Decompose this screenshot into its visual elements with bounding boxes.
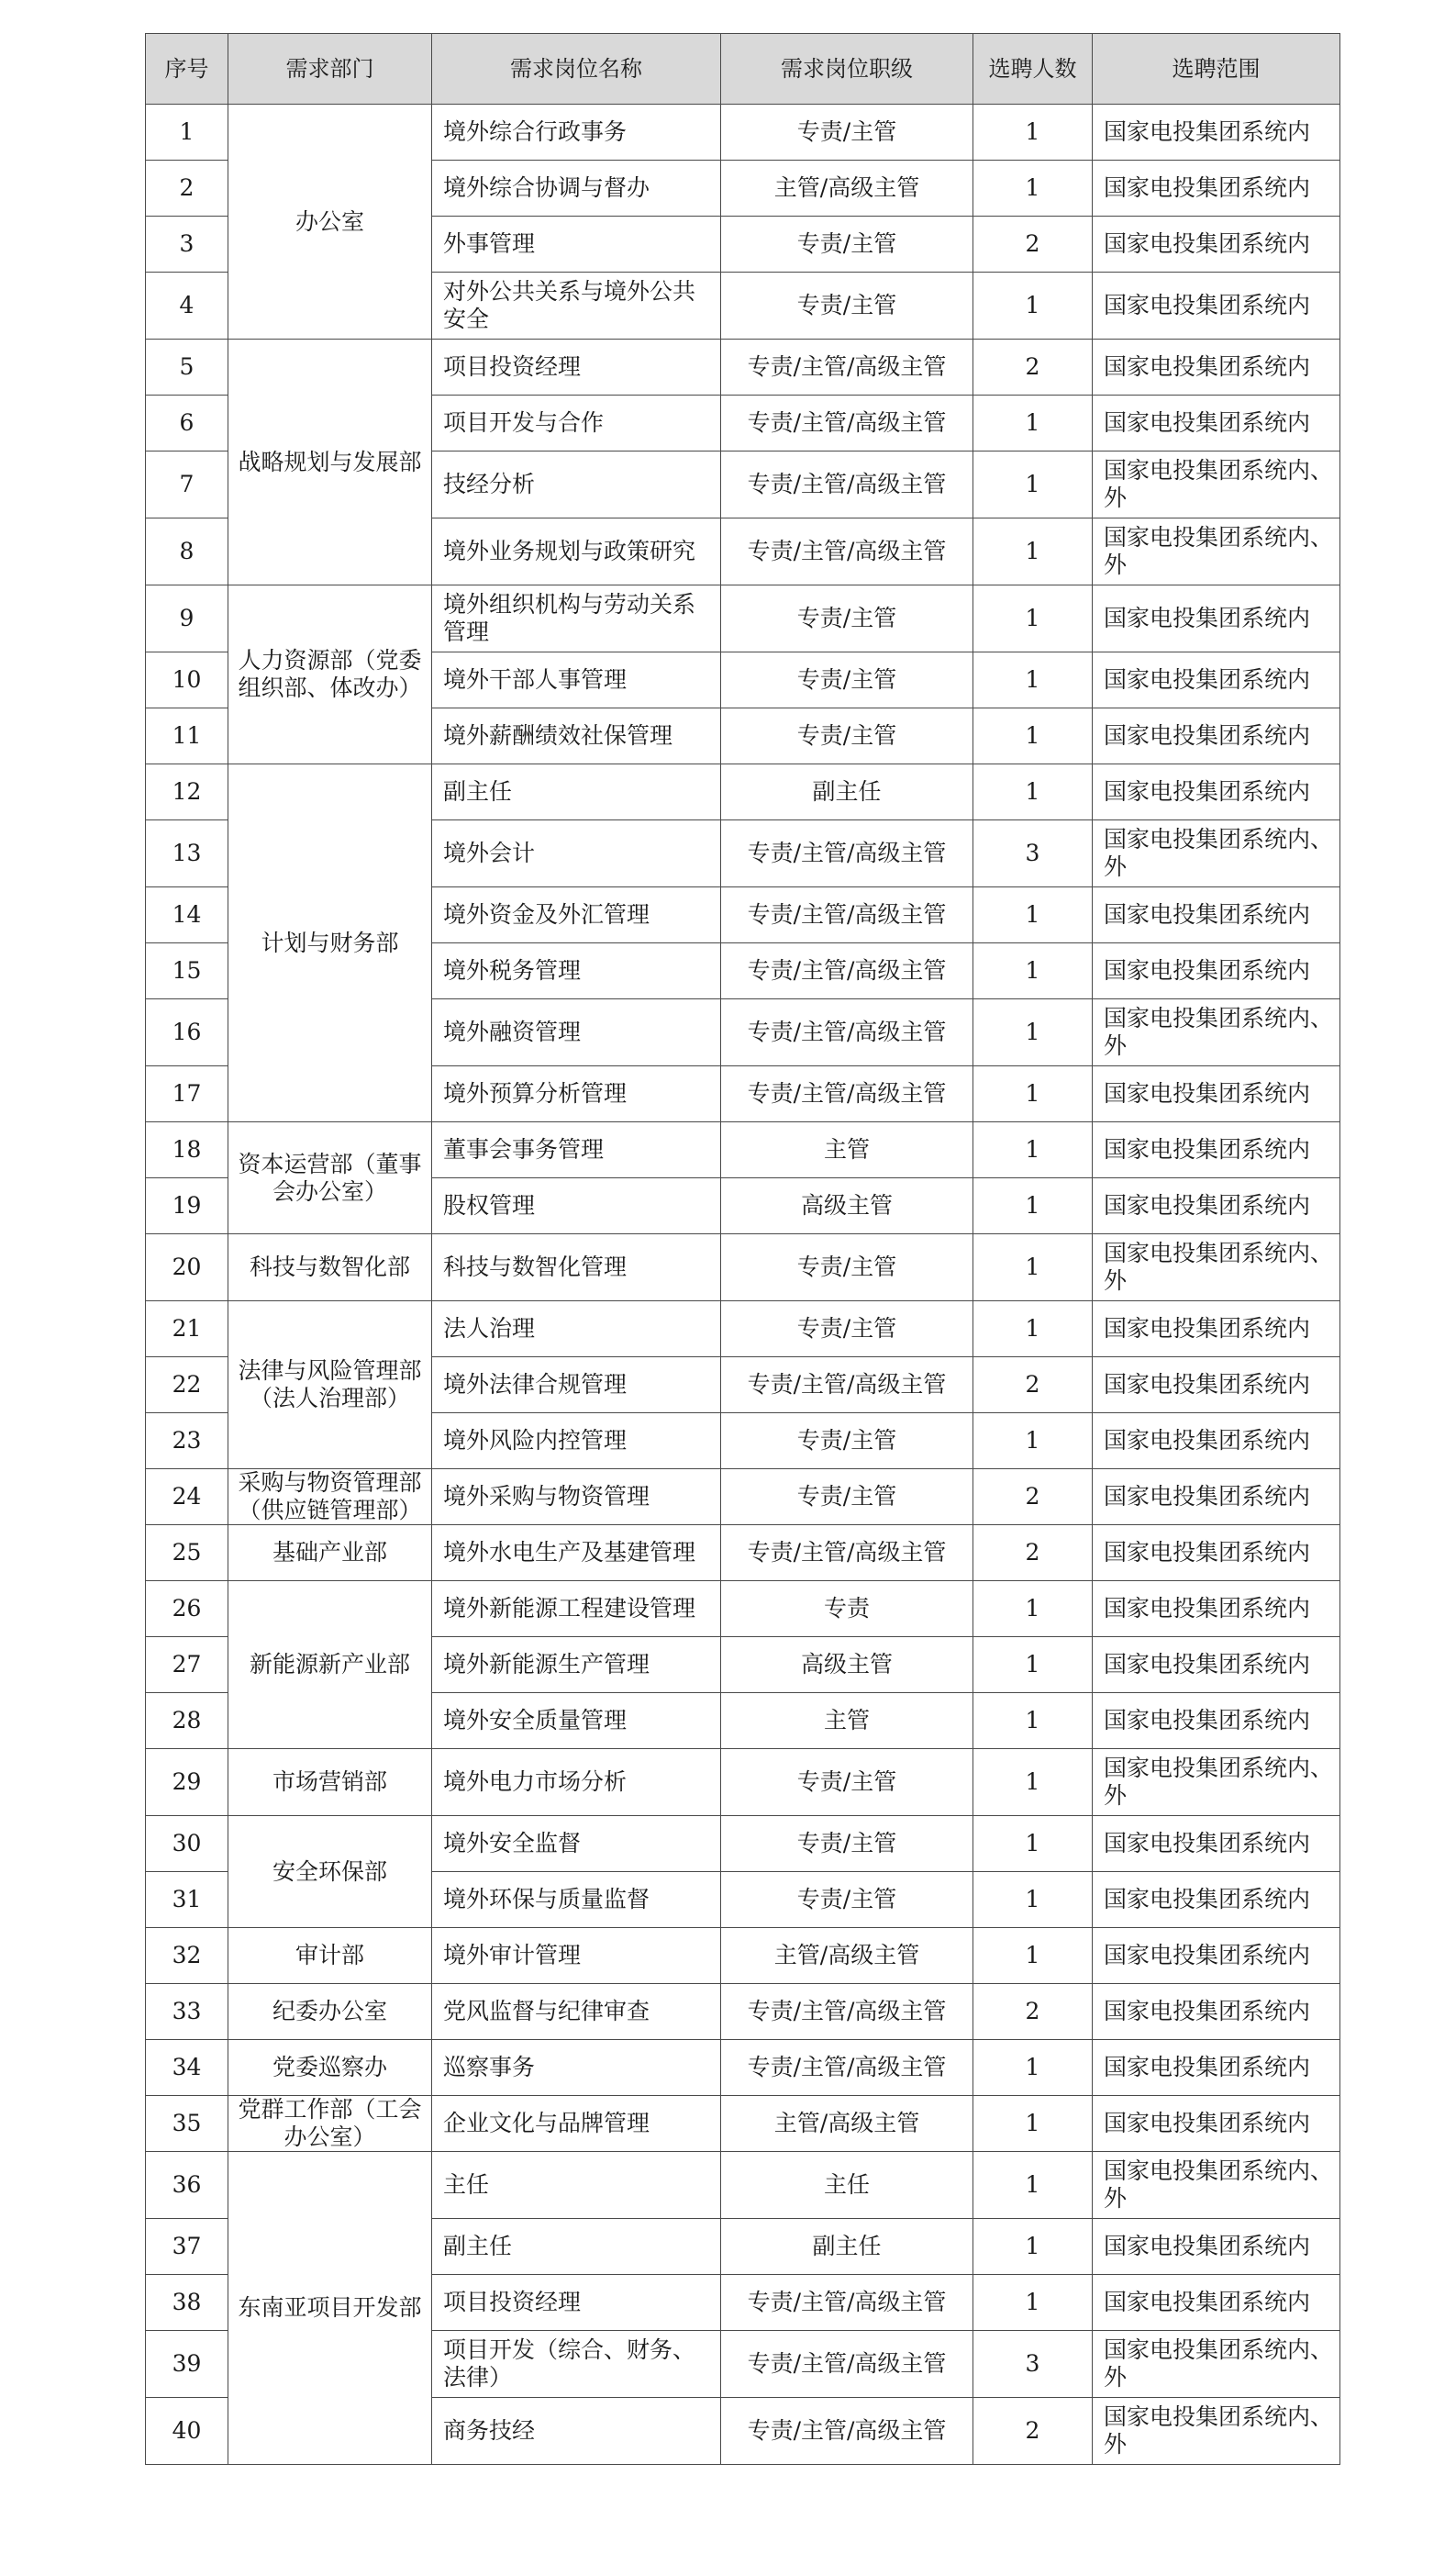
row-number: 33 (146, 1984, 228, 2040)
position-level: 专责/主管/高级主管 (721, 2331, 973, 2398)
row-number: 34 (146, 2040, 228, 2096)
hire-scope: 国家电投集团系统内 (1093, 1525, 1340, 1581)
department-cell: 科技与数智化部 (228, 1234, 432, 1301)
hire-scope: 国家电投集团系统内 (1093, 1581, 1340, 1637)
position-name: 境外税务管理 (432, 943, 721, 999)
position-name: 副主任 (432, 2219, 721, 2275)
position-level: 专责/主管 (721, 273, 973, 340)
position-name: 境外资金及外汇管理 (432, 887, 721, 943)
position-level: 专责/主管/高级主管 (721, 1066, 973, 1122)
hire-count: 2 (973, 1469, 1093, 1525)
position-name: 境外新能源工程建设管理 (432, 1581, 721, 1637)
row-number: 38 (146, 2275, 228, 2331)
position-level: 专责/主管 (721, 1872, 973, 1928)
position-level: 专责/主管/高级主管 (721, 518, 973, 585)
row-number: 17 (146, 1066, 228, 1122)
department-cell: 人力资源部（党委组织部、体改办） (228, 585, 432, 764)
table-row (146, 2152, 1340, 2219)
row-number: 26 (146, 1581, 228, 1637)
table-row (146, 585, 1340, 652)
table-row (146, 1749, 1340, 1816)
table-row (146, 764, 1340, 820)
department-cell: 计划与财务部 (228, 764, 432, 1122)
department-cell: 市场营销部 (228, 1749, 432, 1816)
position-level: 专责/主管/高级主管 (721, 340, 973, 396)
position-level: 专责/主管 (721, 652, 973, 708)
hire-count: 2 (973, 2398, 1093, 2465)
hire-count: 1 (973, 273, 1093, 340)
hire-scope: 国家电投集团系统内 (1093, 1928, 1340, 1984)
row-number: 9 (146, 585, 228, 652)
row-number: 2 (146, 161, 228, 217)
position-name: 境外法律合规管理 (432, 1357, 721, 1413)
row-number: 22 (146, 1357, 228, 1413)
header-dept: 需求部门 (228, 34, 432, 105)
row-number: 31 (146, 1872, 228, 1928)
hire-count: 2 (973, 1525, 1093, 1581)
row-number: 10 (146, 652, 228, 708)
hire-scope: 国家电投集团系统内 (1093, 1816, 1340, 1872)
position-level: 副主任 (721, 764, 973, 820)
hire-count: 1 (973, 2219, 1093, 2275)
hire-count: 1 (973, 518, 1093, 585)
position-level: 专责/主管 (721, 1749, 973, 1816)
table-row (146, 340, 1340, 396)
hire-count: 1 (973, 1122, 1093, 1178)
row-number: 19 (146, 1178, 228, 1234)
position-name: 境外会计 (432, 820, 721, 887)
position-level: 专责/主管 (721, 105, 973, 161)
department-cell: 党群工作部（工会办公室） (228, 2096, 432, 2152)
position-name: 境外干部人事管理 (432, 652, 721, 708)
position-name: 境外水电生产及基建管理 (432, 1525, 721, 1581)
hire-scope: 国家电投集团系统内、外 (1093, 518, 1340, 585)
position-level: 专责/主管/高级主管 (721, 2040, 973, 2096)
position-level: 主任 (721, 2152, 973, 2219)
position-level: 主管/高级主管 (721, 1928, 973, 1984)
row-number: 18 (146, 1122, 228, 1178)
row-number: 27 (146, 1637, 228, 1693)
department-cell: 资本运营部（董事会办公室） (228, 1122, 432, 1234)
hire-scope: 国家电投集团系统内 (1093, 2275, 1340, 2331)
header-level: 需求岗位职级 (721, 34, 973, 105)
position-name: 副主任 (432, 764, 721, 820)
hire-scope: 国家电投集团系统内 (1093, 1872, 1340, 1928)
hire-count: 1 (973, 2275, 1093, 2331)
table-row (146, 1816, 1340, 1872)
hire-scope: 国家电投集团系统内 (1093, 161, 1340, 217)
hire-scope: 国家电投集团系统内 (1093, 708, 1340, 764)
position-name: 项目开发（综合、财务、法律） (432, 2331, 721, 2398)
hire-count: 1 (973, 1301, 1093, 1357)
position-level: 专责/主管/高级主管 (721, 887, 973, 943)
hire-scope: 国家电投集团系统内 (1093, 943, 1340, 999)
department-cell: 纪委办公室 (228, 1984, 432, 2040)
hire-scope: 国家电投集团系统内、外 (1093, 2331, 1340, 2398)
hire-scope: 国家电投集团系统内 (1093, 1122, 1340, 1178)
position-level: 高级主管 (721, 1637, 973, 1693)
position-level: 专责/主管/高级主管 (721, 999, 973, 1066)
position-name: 股权管理 (432, 1178, 721, 1234)
row-number: 11 (146, 708, 228, 764)
position-level: 专责/主管 (721, 1469, 973, 1525)
department-cell: 法律与风险管理部（法人治理部） (228, 1301, 432, 1469)
row-number: 39 (146, 2331, 228, 2398)
hire-scope: 国家电投集团系统内 (1093, 217, 1340, 273)
table-body (146, 105, 1340, 2465)
position-name: 境外组织机构与劳动关系管理 (432, 585, 721, 652)
position-level: 专责/主管/高级主管 (721, 1357, 973, 1413)
row-number: 29 (146, 1749, 228, 1816)
hire-count: 1 (973, 2040, 1093, 2096)
department-cell: 基础产业部 (228, 1525, 432, 1581)
hire-count: 1 (973, 1066, 1093, 1122)
hire-scope: 国家电投集团系统内 (1093, 1637, 1340, 1693)
hire-scope: 国家电投集团系统内、外 (1093, 2398, 1340, 2465)
hire-count: 1 (973, 999, 1093, 1066)
position-name: 主任 (432, 2152, 721, 2219)
row-number: 23 (146, 1413, 228, 1469)
hire-scope: 国家电投集团系统内 (1093, 1413, 1340, 1469)
hire-count: 1 (973, 1413, 1093, 1469)
position-name: 境外预算分析管理 (432, 1066, 721, 1122)
table-row (146, 1525, 1340, 1581)
header-scope: 选聘范围 (1093, 34, 1340, 105)
position-level: 主管/高级主管 (721, 161, 973, 217)
hire-scope: 国家电投集团系统内 (1093, 396, 1340, 451)
table-row (146, 2040, 1340, 2096)
position-name: 境外审计管理 (432, 1928, 721, 1984)
hire-count: 1 (973, 2152, 1093, 2219)
position-level: 主管 (721, 1693, 973, 1749)
table-row (146, 1469, 1340, 1525)
department-cell: 党委巡察办 (228, 2040, 432, 2096)
department-cell: 战略规划与发展部 (228, 340, 432, 585)
position-level: 高级主管 (721, 1178, 973, 1234)
department-cell: 采购与物资管理部（供应链管理部） (228, 1469, 432, 1525)
position-name: 对外公共关系与境外公共安全 (432, 273, 721, 340)
department-cell: 新能源新产业部 (228, 1581, 432, 1749)
hire-count: 1 (973, 1816, 1093, 1872)
position-level: 专责/主管/高级主管 (721, 943, 973, 999)
hire-count: 1 (973, 1178, 1093, 1234)
position-level: 主管 (721, 1122, 973, 1178)
row-number: 15 (146, 943, 228, 999)
position-name: 巡察事务 (432, 2040, 721, 2096)
position-level: 专责/主管/高级主管 (721, 820, 973, 887)
hire-scope: 国家电投集团系统内、外 (1093, 1749, 1340, 1816)
hire-scope: 国家电投集团系统内、外 (1093, 1234, 1340, 1301)
row-number: 24 (146, 1469, 228, 1525)
department-cell: 审计部 (228, 1928, 432, 1984)
position-level: 专责/主管/高级主管 (721, 2398, 973, 2465)
position-level: 专责/主管/高级主管 (721, 1984, 973, 2040)
hire-count: 2 (973, 217, 1093, 273)
hire-scope: 国家电投集团系统内 (1093, 1178, 1340, 1234)
position-name: 商务技经 (432, 2398, 721, 2465)
row-number: 28 (146, 1693, 228, 1749)
row-number: 7 (146, 451, 228, 518)
table-row (146, 2096, 1340, 2152)
table-row (146, 1984, 1340, 2040)
hire-count: 2 (973, 1984, 1093, 2040)
recruitment-table (145, 33, 1340, 2465)
position-name: 项目投资经理 (432, 2275, 721, 2331)
row-number: 21 (146, 1301, 228, 1357)
department-cell: 办公室 (228, 105, 432, 340)
hire-count: 2 (973, 340, 1093, 396)
position-name: 境外风险内控管理 (432, 1413, 721, 1469)
hire-scope: 国家电投集团系统内 (1093, 887, 1340, 943)
hire-count: 1 (973, 105, 1093, 161)
hire-scope: 国家电投集团系统内 (1093, 2096, 1340, 2152)
hire-count: 1 (973, 1749, 1093, 1816)
position-name: 外事管理 (432, 217, 721, 273)
hire-count: 1 (973, 1693, 1093, 1749)
position-level: 专责/主管/高级主管 (721, 1525, 973, 1581)
department-cell: 东南亚项目开发部 (228, 2152, 432, 2465)
table-row (146, 105, 1340, 161)
row-number: 12 (146, 764, 228, 820)
position-name: 境外综合协调与督办 (432, 161, 721, 217)
position-name: 境外环保与质量监督 (432, 1872, 721, 1928)
hire-scope: 国家电投集团系统内、外 (1093, 820, 1340, 887)
table-row (146, 1581, 1340, 1637)
position-name: 境外融资管理 (432, 999, 721, 1066)
hire-count: 3 (973, 820, 1093, 887)
hire-count: 1 (973, 1581, 1093, 1637)
hire-count: 1 (973, 652, 1093, 708)
hire-scope: 国家电投集团系统内 (1093, 1984, 1340, 2040)
hire-scope: 国家电投集团系统内 (1093, 2040, 1340, 2096)
row-number: 35 (146, 2096, 228, 2152)
position-name: 境外安全质量管理 (432, 1693, 721, 1749)
position-name: 境外新能源生产管理 (432, 1637, 721, 1693)
position-name: 技经分析 (432, 451, 721, 518)
hire-count: 1 (973, 887, 1093, 943)
row-number: 20 (146, 1234, 228, 1301)
row-number: 14 (146, 887, 228, 943)
position-name: 境外电力市场分析 (432, 1749, 721, 1816)
hire-scope: 国家电投集团系统内 (1093, 105, 1340, 161)
table-row (146, 1301, 1340, 1357)
hire-scope: 国家电投集团系统内 (1093, 764, 1340, 820)
position-level: 专责 (721, 1581, 973, 1637)
hire-count: 3 (973, 2331, 1093, 2398)
hire-count: 1 (973, 1234, 1093, 1301)
hire-scope: 国家电投集团系统内、外 (1093, 451, 1340, 518)
position-level: 专责/主管 (721, 1413, 973, 1469)
position-name: 境外薪酬绩效社保管理 (432, 708, 721, 764)
row-number: 16 (146, 999, 228, 1066)
position-name: 境外安全监督 (432, 1816, 721, 1872)
hire-scope: 国家电投集团系统内 (1093, 273, 1340, 340)
row-number: 1 (146, 105, 228, 161)
hire-count: 1 (973, 2096, 1093, 2152)
header-position: 需求岗位名称 (432, 34, 721, 105)
hire-count: 1 (973, 1928, 1093, 1984)
row-number: 5 (146, 340, 228, 396)
hire-count: 1 (973, 451, 1093, 518)
hire-count: 1 (973, 1872, 1093, 1928)
row-number: 36 (146, 2152, 228, 2219)
table-row (146, 1234, 1340, 1301)
position-level: 专责/主管/高级主管 (721, 2275, 973, 2331)
hire-count: 2 (973, 1357, 1093, 1413)
position-level: 专责/主管 (721, 1301, 973, 1357)
hire-scope: 国家电投集团系统内、外 (1093, 999, 1340, 1066)
hire-count: 1 (973, 943, 1093, 999)
table-row (146, 1928, 1340, 1984)
department-cell: 安全环保部 (228, 1816, 432, 1928)
position-level: 专责/主管 (721, 217, 973, 273)
position-name: 董事会事务管理 (432, 1122, 721, 1178)
position-name: 境外综合行政事务 (432, 105, 721, 161)
hire-count: 1 (973, 764, 1093, 820)
position-name: 企业文化与品牌管理 (432, 2096, 721, 2152)
hire-count: 1 (973, 708, 1093, 764)
position-name: 项目开发与合作 (432, 396, 721, 451)
hire-count: 1 (973, 1637, 1093, 1693)
row-number: 3 (146, 217, 228, 273)
table-row (146, 1122, 1340, 1178)
hire-scope: 国家电投集团系统内 (1093, 652, 1340, 708)
hire-scope: 国家电投集团系统内 (1093, 2219, 1340, 2275)
hire-count: 1 (973, 585, 1093, 652)
row-number: 37 (146, 2219, 228, 2275)
position-level: 主管/高级主管 (721, 2096, 973, 2152)
hire-scope: 国家电投集团系统内 (1093, 1301, 1340, 1357)
hire-count: 1 (973, 396, 1093, 451)
position-level: 专责/主管 (721, 1816, 973, 1872)
position-level: 副主任 (721, 2219, 973, 2275)
hire-scope: 国家电投集团系统内 (1093, 1066, 1340, 1122)
row-number: 30 (146, 1816, 228, 1872)
header-row (146, 34, 1340, 105)
hire-scope: 国家电投集团系统内、外 (1093, 2152, 1340, 2219)
hire-scope: 国家电投集团系统内 (1093, 340, 1340, 396)
row-number: 13 (146, 820, 228, 887)
hire-scope: 国家电投集团系统内 (1093, 1469, 1340, 1525)
header-no: 序号 (146, 34, 228, 105)
row-number: 40 (146, 2398, 228, 2465)
row-number: 4 (146, 273, 228, 340)
row-number: 6 (146, 396, 228, 451)
position-name: 党风监督与纪律审查 (432, 1984, 721, 2040)
position-level: 专责/主管/高级主管 (721, 451, 973, 518)
hire-scope: 国家电投集团系统内 (1093, 1693, 1340, 1749)
position-level: 专责/主管 (721, 708, 973, 764)
hire-count: 1 (973, 161, 1093, 217)
row-number: 8 (146, 518, 228, 585)
position-name: 科技与数智化管理 (432, 1234, 721, 1301)
header-count: 选聘人数 (973, 34, 1093, 105)
position-name: 境外业务规划与政策研究 (432, 518, 721, 585)
position-level: 专责/主管 (721, 585, 973, 652)
hire-scope: 国家电投集团系统内 (1093, 585, 1340, 652)
row-number: 32 (146, 1928, 228, 1984)
position-name: 项目投资经理 (432, 340, 721, 396)
position-level: 专责/主管 (721, 1234, 973, 1301)
row-number: 25 (146, 1525, 228, 1581)
position-name: 法人治理 (432, 1301, 721, 1357)
hire-scope: 国家电投集团系统内 (1093, 1357, 1340, 1413)
position-level: 专责/主管/高级主管 (721, 396, 973, 451)
position-name: 境外采购与物资管理 (432, 1469, 721, 1525)
